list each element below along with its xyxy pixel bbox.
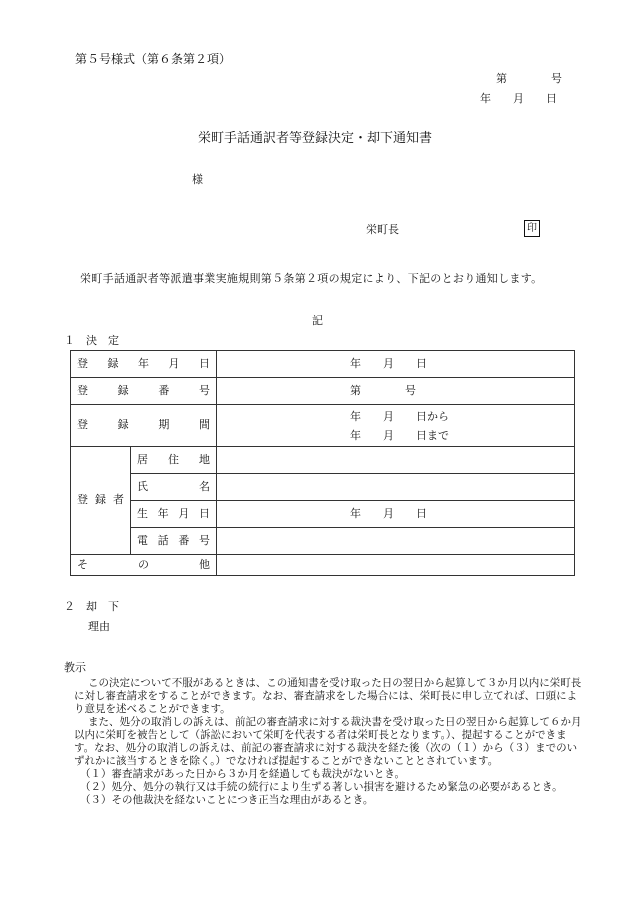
jl-reg-period: 登 録 期 間 <box>77 418 210 432</box>
other-label-cell <box>71 555 217 576</box>
reg-period-to: 年 月 日まで <box>350 428 449 442</box>
table-row <box>71 528 575 555</box>
reg-number-value: 第 号 <box>350 383 416 397</box>
document-number: 第 号 <box>496 72 562 85</box>
phone-value <box>217 528 575 555</box>
reg-number-label <box>71 378 217 405</box>
registrant-label: 登 録 者 <box>77 493 124 507</box>
reg-number-cell <box>217 378 575 405</box>
registrant-label-cell <box>71 447 131 555</box>
address-label: 居 住 地 <box>137 452 210 466</box>
table-row <box>71 447 575 474</box>
notice-text <box>64 677 586 807</box>
table-row <box>71 405 575 447</box>
notice-heading: 教示 <box>64 661 86 674</box>
notice-para-1: この決定について不服があるときは、この通知書を受け取った日の翌日から起算して３か月以内に栄町長に対し審査請求をすることができます。なお、審査請求をした場合には、栄町長に申し立てれば、口頭により意見を述べることができます。 <box>74 677 582 715</box>
jl-reg-number: 登 録 番 号 <box>77 383 210 397</box>
birth-label: 生 年 月 日 <box>137 506 210 520</box>
registration-table <box>70 350 575 576</box>
phone-label-cell <box>131 528 217 555</box>
phone-label: 電 話 番 号 <box>137 533 210 547</box>
reason-label: 理由 <box>88 620 110 633</box>
reg-date-value: 年 月 日 <box>350 356 427 370</box>
document-date: 年 月 日 <box>480 92 557 105</box>
table-row <box>71 474 575 501</box>
birth-label-cell <box>131 501 217 528</box>
section-rejection-heading: ２ 却 下 <box>64 600 119 613</box>
notice-item-1: （１）審査請求があった日から３か月を経過しても裁決がないとき。 <box>80 768 405 780</box>
jl-reg-date: 登 録 年 月 日 <box>77 356 210 370</box>
notice-item-2: （２）処分、処分の執行又は手続の続行により生ずる著しい損害を避けるため緊急の必要があるとき。 <box>80 781 563 793</box>
issuer-name: 栄町長 <box>366 223 399 236</box>
birth-cell <box>217 501 575 528</box>
other-value <box>217 555 575 576</box>
table-row <box>71 555 575 576</box>
address-value <box>217 447 575 474</box>
addressee-suffix: 様 <box>192 173 203 186</box>
seal-stamp: 印 <box>524 220 540 237</box>
table-row <box>71 501 575 528</box>
reg-date-cell <box>217 351 575 378</box>
name-value <box>217 474 575 501</box>
reg-period-cell <box>217 405 575 447</box>
address-label-cell <box>131 447 217 474</box>
document-title: 栄町手話通訳者等登録決定・却下通知書 <box>197 131 432 146</box>
other-label: そ の 他 <box>77 557 210 571</box>
name-label: 氏 名 <box>137 479 210 493</box>
table-row <box>71 351 575 378</box>
reg-date-label <box>71 351 217 378</box>
notice-item-3: （３）その他裁決を経ないことにつき正当な理由があるとき。 <box>80 794 374 806</box>
name-label-cell <box>131 474 217 501</box>
notice-body-text: 栄町手話通訳者等派遣事業実施規則第５条第２項の規定により、下記のとおり通知します。 <box>80 272 543 285</box>
form-number: 第５号様式（第６条第２項） <box>75 52 232 66</box>
notice-para-2: また、処分の取消しの訴えは、前記の審査請求に対する裁決書を受け取った日の翌日から起算して６か月以内に栄町を被告として（訴訟において栄町を代表する者は栄町長となります。）、提起することができます。なお、処分の取消しの訴えは、前記の審査請求に対する裁決を経た後（次の（１）から（３）までのいずれかに該当するときを除く。）でなければ提起することができないこととされています。 <box>74 716 582 767</box>
reg-period-label <box>71 405 217 447</box>
table-row <box>71 378 575 405</box>
ki-heading: 記 <box>312 314 323 327</box>
birth-value: 年 月 日 <box>350 506 427 520</box>
reg-period-from: 年 月 日から <box>350 409 449 423</box>
section-decision-heading: １ 決 定 <box>64 334 119 347</box>
